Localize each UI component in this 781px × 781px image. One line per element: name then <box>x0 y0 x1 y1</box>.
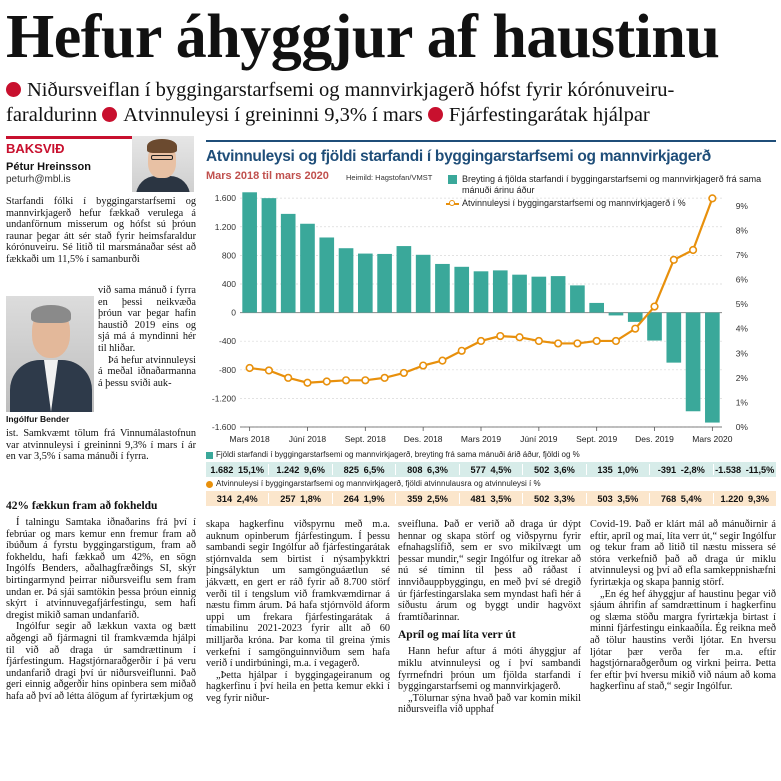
table-line-swatch <box>206 481 213 488</box>
article-p3: Í talningu Samtaka iðnaðarins frá því í febrúar og mars kemur enn fremur fram að íbúðum á fyrstu byggingarstigum, fram að fokheldu, hafi fækkað um 42%, en sögn Ingólfs Benders, aðalhagfræðings SI, skýr birtingarmynd þeirrar niðursveiflu sem fram undan er. Þá sjái samtökin þessa þróun einnig skýrt í atvinnuvegafjárfestingu, sem hafi dregist mikið saman undanfarið. <box>6 517 196 621</box>
right-tick-label: 3% <box>735 348 748 359</box>
article-column-4 <box>590 519 776 693</box>
bar <box>493 270 508 312</box>
x-tick-label: Des. 2019 <box>635 434 674 444</box>
subhead-april-may: Apríl og maí líta verr út <box>398 629 516 642</box>
article-p1-wrap-text: við sama mánuð í fyrra en þessi neikvæða þróun var þegar hafin haustið 2019 eins og sjá má á myndinni hér til hliðar. <box>98 285 196 354</box>
line-point <box>401 370 408 377</box>
bar <box>512 275 527 313</box>
legend-bar-swatch <box>448 175 457 184</box>
left-tick-label: 1.200 <box>214 221 236 232</box>
legend-line-label: Atvinnuleysi í byggingarstarfsemi og mannvirkjagerð í % <box>462 198 686 208</box>
article-column-3 <box>398 519 581 716</box>
line-point <box>381 375 388 382</box>
line-point <box>593 338 600 345</box>
article-column-2 <box>206 519 390 705</box>
article-col3-p3: „Tölurnar sýna hvað það var komin mikil niðursveifla við upphaf <box>398 692 581 716</box>
table-line-cell: 1.220 9,3% <box>720 493 769 504</box>
line-point <box>323 378 330 385</box>
table-bars-cell: 1.242 9,6% <box>276 464 325 475</box>
table-row-line <box>206 491 776 506</box>
line-point <box>709 195 716 202</box>
table-caption-bars <box>206 450 776 461</box>
line-point <box>285 375 292 382</box>
right-tick-label: 8% <box>735 225 748 236</box>
bar <box>339 248 354 312</box>
table-bars-cell: -391 -2,8% <box>657 464 705 475</box>
bar <box>416 255 431 313</box>
subdeck-text-1b: faraldurinn <box>6 104 98 126</box>
right-tick-label: 0% <box>735 422 748 432</box>
table-line-cell: 768 5,4% <box>660 493 702 504</box>
chart-source: Heimild: Hagstofan/VMST <box>346 173 433 182</box>
headline: Hefur áhyggjur af haustinu <box>6 3 720 71</box>
right-tick-label: 5% <box>735 299 748 310</box>
subdeck-text-3: Fjárfestingarátak hjálpar <box>448 104 650 126</box>
line-point <box>671 257 678 264</box>
left-tick-label: 800 <box>221 250 236 261</box>
subdeck-text-2: Atvinnuleysi í greininni 9,3% í mars <box>123 104 423 126</box>
line-point <box>497 333 504 340</box>
table-line-cell: 314 2,4% <box>216 493 258 504</box>
bar <box>474 271 489 312</box>
line-point <box>420 362 427 369</box>
left-tick-label: -1.600 <box>211 422 236 432</box>
right-tick-label: 7% <box>735 249 748 260</box>
table-line-cell: 359 2,5% <box>407 493 448 504</box>
line-point <box>555 340 562 347</box>
bar <box>705 313 720 423</box>
article-paragraph-1-wrap <box>98 285 196 389</box>
x-tick-label: Mars 2020 <box>692 434 733 444</box>
table-bars-cell: -1.538 -11,5% <box>715 464 775 475</box>
byline-kicker: BAKSVIÐ <box>6 141 65 156</box>
subhead-42-percent: 42% fækkun fram að fokheldu <box>6 500 158 512</box>
bar <box>262 198 277 312</box>
left-tick-label: -1.200 <box>211 393 236 404</box>
article-paragraph-1: Starfandi fólki í byggingarstarfsemi og mannvirkjagerð hefur fækkað verulega á undanförnum misserum og hófst sú þróun raunar þegar átt sér stað fyrir heimsfaraldur kórónuveiru. Sé litið til marsmánaðar sést að fækkaði um 11,5% í samanburði <box>6 196 196 265</box>
line-point <box>304 379 311 386</box>
x-tick-label: Sept. 2018 <box>344 434 386 444</box>
table-bars-cell: 1.682 15,1% <box>210 464 265 475</box>
right-tick-label: 4% <box>735 323 748 334</box>
article-col4-p2: „En ég hef áhyggjur af haustinu þegar við sjáum áhrifin af samdrættinum í hagkerfinu og slæma stöðu margra fyrirtækja birtast í minni fjárfestingu einkaaðila. Ég reikna með að tölur haustins verði ljótar. En hversu ljótar þær verða fer m.a. eftir hagstjórnaraðgerðum og virkni þeirra. Þetta fer eftir því hversu mikið við náum að koma hagkerfinu af stað,“ segir Ingólfur. <box>590 588 776 693</box>
bar <box>570 285 585 312</box>
article-col2-p2: „Þetta hjálpar í byggingageiranum og hagkerfinu í því heila en þetta kemur ekki í veg fyrir niður- <box>206 669 390 704</box>
bar <box>532 277 547 313</box>
article-col3-p1: sveifluna. Það er verið að draga úr dýpt hennar og skapa störf og viðspyrnu fyrir efnahagslífið, sem er svo mikilvægt um þessar mundir,“ segir Ingólfur og ítrekar að nú sé tíminn til þess að ráðast í innviðauppbyggingu, en með því sé dregið úr fjárfestingarslaka sem myndast hafi hér á síðustu árum og byggt undir hagvöxt framtíðarinnar. <box>398 519 581 623</box>
left-tick-label: 400 <box>221 278 236 289</box>
right-tick-label: 1% <box>735 397 748 408</box>
line-point <box>362 377 369 384</box>
table-caption-line-text: Atvinnuleysi í byggingarstarfsemi og mannvirkjagerð, fjöldi atvinnulausra og atvinnuleysi í % <box>216 479 541 488</box>
table-line-cell: 481 3,5% <box>470 493 512 504</box>
bar <box>628 313 643 322</box>
bar <box>589 303 604 313</box>
bar <box>377 254 392 313</box>
table-bars-cell: 577 4,5% <box>470 464 512 475</box>
bar <box>358 254 373 313</box>
table-caption-line <box>206 479 776 490</box>
bar <box>686 313 701 412</box>
article-p2-wrap-text: Þá hefur atvinnuleysi á meðal iðnaðarmanna á þessu sviði auk- <box>98 354 196 389</box>
line-point <box>516 334 523 341</box>
bar <box>319 237 334 312</box>
line-point <box>246 365 253 372</box>
chart-table <box>206 450 776 508</box>
subdeck <box>6 78 776 128</box>
line-point <box>536 338 543 345</box>
photo-caption: Ingólfur Bender <box>6 414 70 424</box>
article-col2-p1: skapa hagkerfinu viðspyrnu með m.a. auknum opinberum fjárfestingum. Í þessu sambandi segir Ingólfur að fjárfestingarátak stjórnvalda sem birtist í nýsamþykktri þingsályktun um samgönguáætlun sé jákvætt, en gert er ráð fyrir að 8.700 störf verði til í tengslum við framkvæmdirnar á næstu fimm árum. Þá hafa stjórnvöld áform uppi um frekara fjárfestingarátak á tímabilinu 2021-2023 fyrir allt að 60 milljarða króna. Þar koma til greina ýmis verkefni í samgönguinnviðum sem hafa verið í undirbúningi, m.a. í vegagerð. <box>206 519 390 670</box>
bar <box>242 192 257 312</box>
bar <box>454 267 469 313</box>
line-point <box>574 340 581 347</box>
legend-bars-label: Breyting á fjölda starfandi í byggingarstarfsemi og mannvirkjagerð frá sama mánuði árinu áður <box>462 174 762 195</box>
x-tick-label: Mars 2018 <box>229 434 270 444</box>
x-tick-label: Mars 2019 <box>460 434 502 444</box>
bar <box>647 313 662 341</box>
article-col3-p2: Hann hefur aftur á móti áhyggjur af miklu atvinnuleysi og í því sambandi fyrrnefndri þróun um fjölda starfandi í byggingarstarfsemi og mannvirkjagerð. <box>398 646 581 693</box>
right-tick-label: 2% <box>735 372 748 383</box>
line-point <box>690 247 697 254</box>
author-photo <box>132 136 194 192</box>
table-bars-cell: 825 6,5% <box>343 464 385 475</box>
bullet-dot-icon <box>6 82 21 97</box>
left-tick-label: -800 <box>218 364 236 375</box>
x-tick-label: Júní 2019 <box>520 434 558 444</box>
byline-rule <box>6 136 146 139</box>
table-line-cell: 503 3,5% <box>597 493 639 504</box>
table-row-bars <box>206 462 776 477</box>
left-tick-label: -400 <box>218 336 236 347</box>
table-bars-cell: 502 3,6% <box>533 464 575 475</box>
article-paragraph-3 <box>6 517 196 703</box>
chart-plot <box>200 185 760 450</box>
left-tick-label: 1.600 <box>214 193 236 204</box>
line-point <box>343 377 350 384</box>
line-point <box>458 347 465 354</box>
right-tick-label: 6% <box>735 274 748 285</box>
byline-author: Pétur Hreinsson <box>6 161 91 173</box>
x-tick-label: Sept. 2019 <box>576 434 618 444</box>
article-col4-p1: Covid-19. Það er klárt mál að mánuðirnir á eftir, apríl og maí, líta verr út,“ segir Ingólfur og tekur fram að litið til næstu missera sé stóra verkefnið það að draga úr miklu atvinnuleysi og því að efla samkeppnishæfni fyrirtækja og skapa þannig störf. <box>590 519 776 588</box>
x-tick-label: Júní 2018 <box>288 434 327 444</box>
left-tick-label: 0 <box>231 307 236 318</box>
bullet-dot-icon <box>428 107 443 122</box>
line-point <box>651 303 658 310</box>
table-line-cell: 257 1,8% <box>280 493 322 504</box>
right-tick-label: 9% <box>735 200 748 211</box>
line-point <box>478 338 485 345</box>
bar <box>609 313 624 316</box>
bar <box>397 246 412 313</box>
subdeck-line-1 <box>6 78 776 103</box>
x-tick-label: Des. 2018 <box>403 434 443 444</box>
line-point <box>266 367 273 374</box>
article-p4: Ingólfur segir að lækkun vaxta og bætt aðgengi að fjármagni til framkvæmda hjálpi til við að draga úr samdrættinum í fjárfestingum. Hagstjórnaraðgerðir í þá veru undanfarið dragi því úr niðursveiflunni. Það geri einnig aðgerðir hins opinbera sem miðað hafa að því að létta álögum af fyrirtækjum og <box>6 621 196 702</box>
bar <box>435 264 450 313</box>
line-point <box>632 325 639 332</box>
subdeck-text-1: Niðursveiflan í byggingarstarfsemi og mannvirkjagerð hófst fyrir kórónuveiru- <box>27 79 675 101</box>
bar <box>551 276 566 312</box>
ingolfur-bender-photo <box>6 296 94 412</box>
line-point <box>439 357 446 364</box>
table-bars-cell: 135 1,0% <box>597 464 639 475</box>
table-line-cell: 264 1,9% <box>343 493 385 504</box>
chart-subtitle: Mars 2018 til mars 2020 <box>206 170 329 182</box>
chart-title: Atvinnuleysi og fjöldi starfandi í byggingarstarfsemi og mannvirkjagerð <box>206 148 711 165</box>
bullet-dot-icon <box>102 107 117 122</box>
table-caption-bars-text: Fjöldi starfandi í byggingarstarfsemi og mannvirkjagerð, breyting frá sama mánuði árið áður, fjöldi og % <box>216 450 580 459</box>
table-bars-cell: 808 6,3% <box>407 464 448 475</box>
table-line-cell: 502 3,3% <box>533 493 575 504</box>
article-paragraph-2: ist. Samkvæmt tölum frá Vinnumálastofnun var atvinnuleysi í greininni 9,3% í mars í ár en var 3,5% í sama mánuði í fyrra. <box>6 428 196 463</box>
table-bar-swatch <box>206 452 213 459</box>
bar <box>300 224 315 313</box>
bar <box>666 313 681 363</box>
subdeck-line-2 <box>6 103 776 128</box>
chart-top-rule <box>206 140 776 142</box>
line-point <box>613 338 620 345</box>
byline-email[interactable]: peturh@mbl.is <box>6 174 71 185</box>
bar <box>281 214 296 313</box>
